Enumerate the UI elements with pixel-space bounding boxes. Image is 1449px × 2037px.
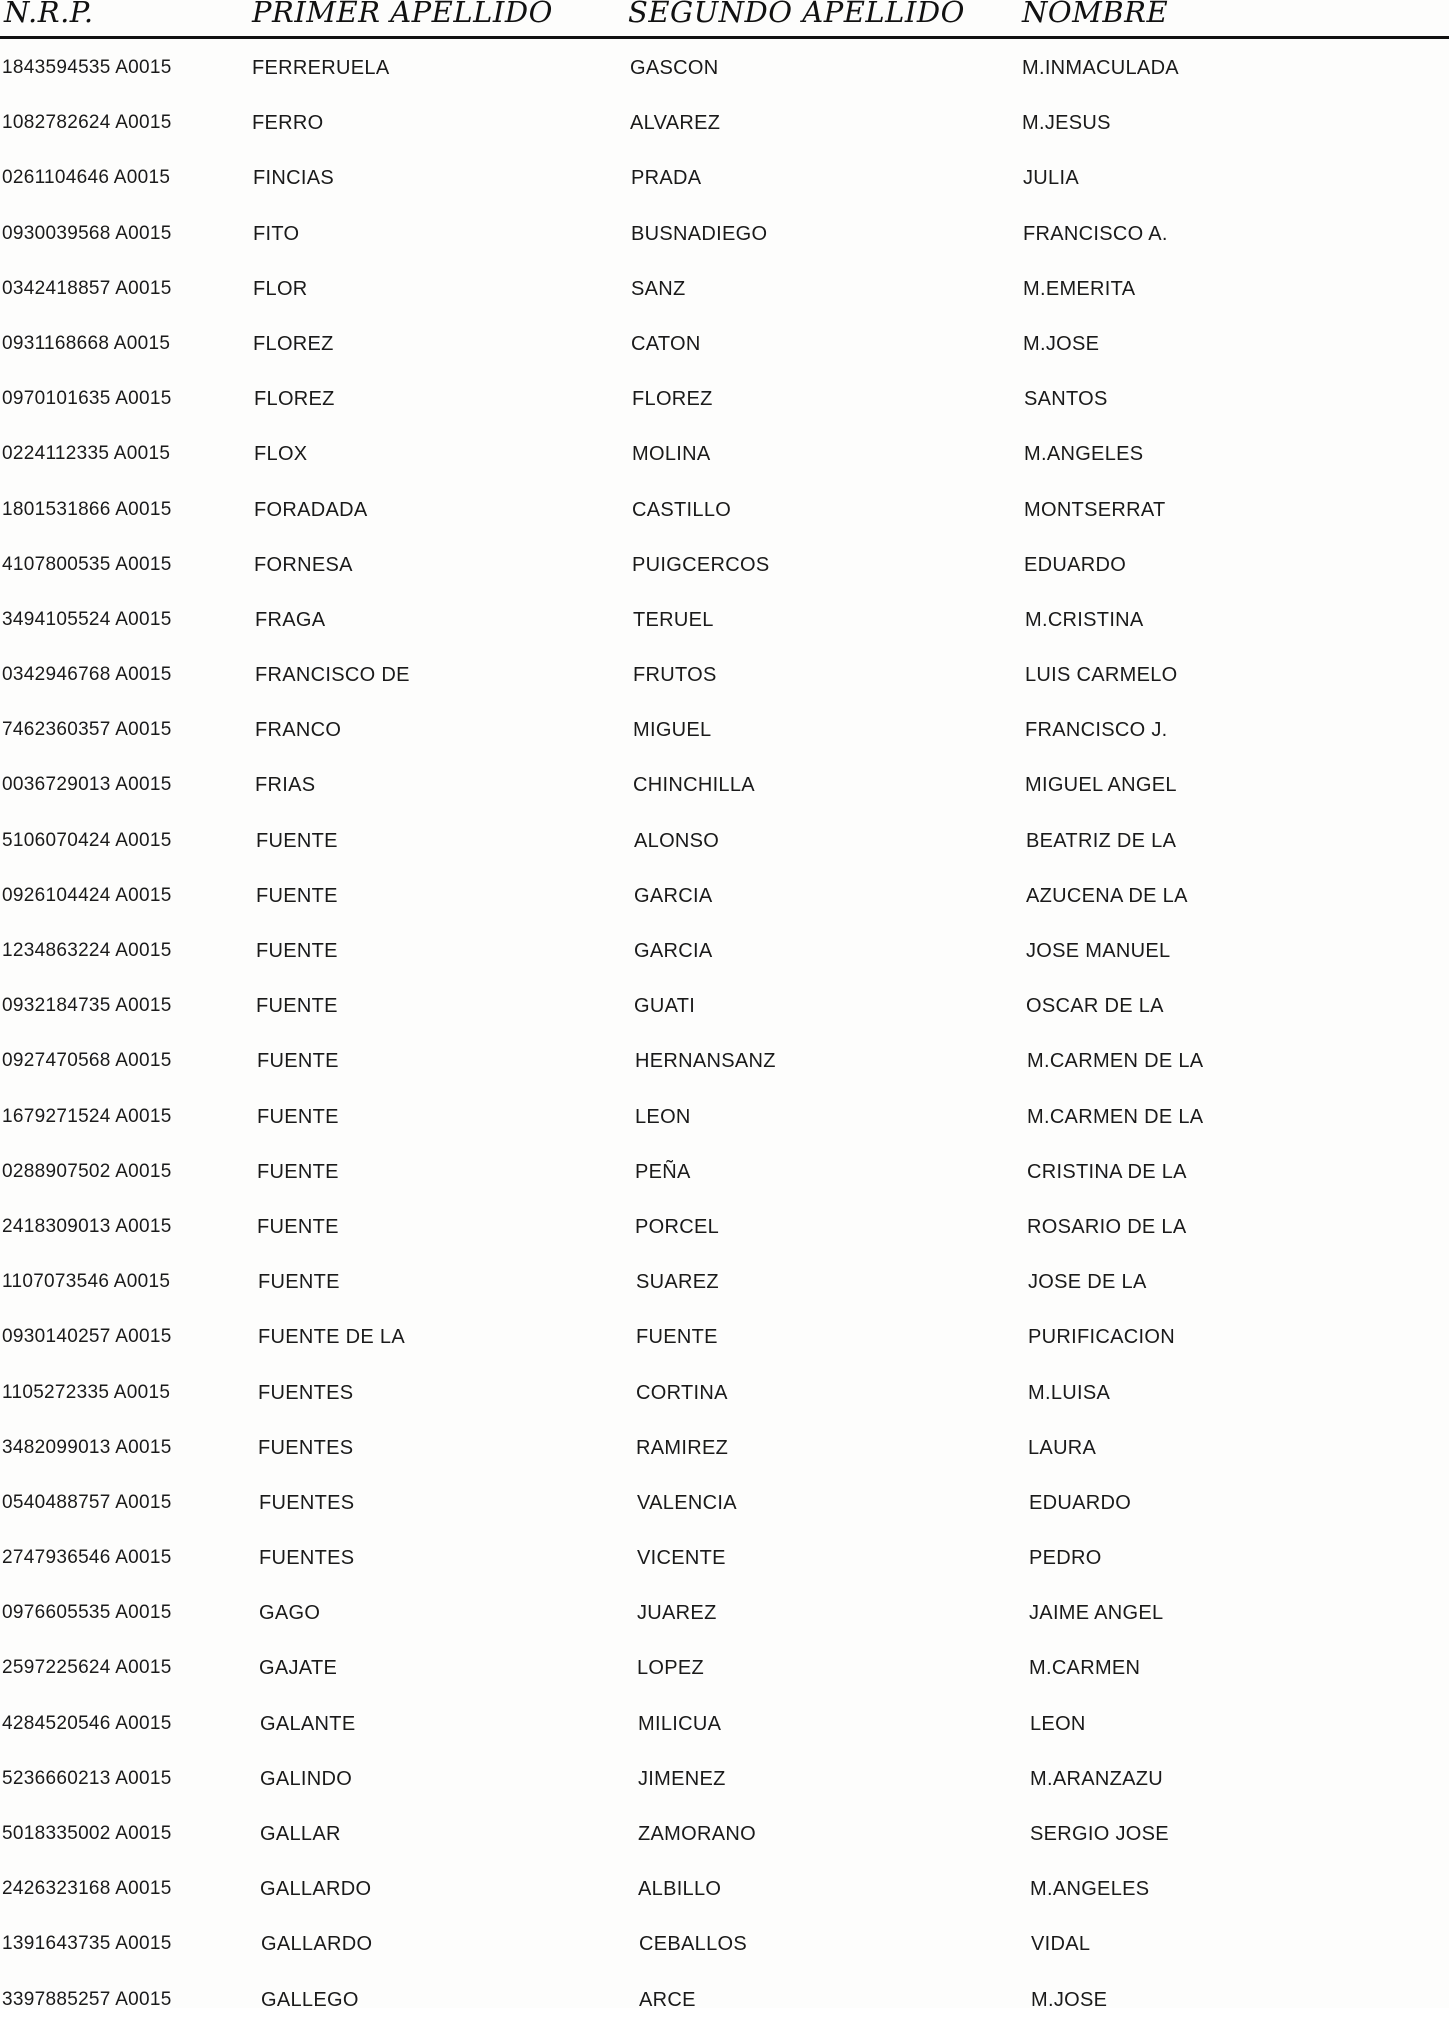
nombre-cell: M.ARANZAZU [1030, 1767, 1163, 1790]
table-row [0, 1982, 1449, 2037]
primer-apellido-cell: FUENTES [258, 1436, 354, 1459]
primer-apellido-cell: GALLAR [260, 1823, 341, 1845]
table-row [0, 492, 1449, 547]
segundo-apellido-cell: CHINCHILLA [633, 774, 755, 797]
nombre-cell: M.JOSE [1031, 1988, 1108, 2011]
nrp-cell: 0342946768 A0015 [2, 664, 172, 686]
nombre-cell: LEON [1030, 1712, 1086, 1735]
primer-apellido-cell: FUENTE [257, 1215, 339, 1238]
segundo-apellido-cell: PUIGCERCOS [632, 553, 770, 576]
nombre-cell: CRISTINA DE LA [1027, 1160, 1187, 1183]
segundo-apellido-cell: JIMENEZ [638, 1767, 726, 1790]
table-row [0, 326, 1449, 381]
segundo-apellido-cell: GARCIA [634, 884, 713, 907]
primer-apellido-cell: GALLEGO [261, 1988, 359, 2011]
nrp-cell: 0927470568 A0015 [2, 1050, 172, 1072]
segundo-apellido-cell: PEÑA [635, 1160, 691, 1183]
segundo-apellido-cell: MOLINA [632, 443, 711, 466]
nombre-cell: LAURA [1028, 1436, 1097, 1459]
segundo-apellido-cell: LEON [635, 1105, 691, 1128]
segundo-apellido-cell: GUATI [634, 995, 696, 1018]
nrp-cell: 0224112335 A0015 [2, 443, 171, 465]
primer-apellido-cell: FUENTE DE LA [258, 1326, 405, 1349]
segundo-apellido-cell: CEBALLOS [639, 1933, 748, 1956]
primer-apellido-cell: FRANCISCO DE [255, 664, 410, 687]
nombre-cell: FRANCISCO A. [1023, 222, 1168, 245]
nrp-cell: 1843594535 A0015 [2, 57, 172, 78]
segundo-apellido-cell: ALVAREZ [630, 112, 721, 135]
nrp-cell: 0930140257 A0015 [2, 1326, 172, 1348]
segundo-apellido-cell: RAMIREZ [636, 1436, 729, 1459]
table-row [0, 602, 1449, 657]
nrp-cell: 4107800535 A0015 [2, 553, 172, 575]
segundo-apellido-cell: JUAREZ [637, 1602, 717, 1625]
nombre-cell: JAIME ANGEL [1029, 1602, 1164, 1625]
table-row [0, 160, 1449, 215]
table-row [0, 823, 1449, 878]
nombre-cell: M.ANGELES [1030, 1878, 1150, 1901]
primer-apellido-cell: FLOR [253, 277, 308, 300]
nombre-cell: PURIFICACION [1028, 1326, 1175, 1349]
segundo-apellido-cell: ALONSO [634, 829, 720, 852]
segundo-apellido-cell: CASTILLO [632, 498, 732, 521]
primer-apellido-cell: FUENTE [256, 940, 338, 962]
segundo-apellido-cell: ZAMORANO [638, 1823, 756, 1845]
nrp-cell: 1107073546 A0015 [2, 1271, 171, 1293]
nombre-cell: M.CRISTINA [1025, 608, 1144, 631]
nombre-cell: SERGIO JOSE [1030, 1823, 1169, 1845]
table-row [0, 1540, 1449, 1595]
nombre-cell: M.EMERITA [1023, 277, 1136, 300]
table-row [0, 1043, 1449, 1098]
segundo-apellido-cell: VICENTE [637, 1547, 726, 1570]
nombre-cell: JOSE MANUEL [1026, 940, 1171, 962]
primer-apellido-cell: FRANCO [255, 719, 342, 742]
nombre-cell: FRANCISCO J. [1025, 719, 1168, 742]
primer-apellido-cell: FLOREZ [253, 332, 334, 355]
nombre-cell: M.JOSE [1023, 332, 1100, 355]
segundo-apellido-cell: TERUEL [633, 608, 714, 631]
nombre-cell: M.JESUS [1022, 112, 1111, 135]
nombre-cell: ROSARIO DE LA [1027, 1215, 1187, 1238]
nrp-cell: 0261104646 A0015 [2, 167, 171, 189]
primer-apellido-cell: FORADADA [254, 498, 368, 521]
nrp-cell: 1082782624 A0015 [2, 112, 172, 134]
nombre-cell: EDUARDO [1024, 553, 1127, 576]
segundo-apellido-cell: ARCE [639, 1988, 696, 2011]
nrp-cell: 5018335002 A0015 [2, 1823, 172, 1844]
segundo-apellido-cell: GARCIA [634, 940, 713, 962]
segundo-apellido-cell: FRUTOS [633, 664, 717, 687]
primer-apellido-cell: FRIAS [255, 774, 316, 797]
primer-apellido-cell: FRAGA [255, 608, 326, 631]
primer-apellido-cell: GALANTE [260, 1712, 356, 1735]
table-row [0, 1871, 1449, 1926]
segundo-apellido-cell: FLOREZ [632, 388, 713, 411]
table-row [0, 1485, 1449, 1540]
nrp-cell: 2597225624 A0015 [2, 1657, 172, 1679]
nrp-cell: 5106070424 A0015 [2, 829, 172, 851]
table-row [0, 1209, 1449, 1264]
segundo-apellido-cell: FUENTE [636, 1326, 718, 1349]
nrp-cell: 0926104424 A0015 [2, 884, 172, 906]
primer-apellido-cell: FITO [253, 222, 300, 245]
primer-apellido-cell: FUENTE [257, 1160, 339, 1183]
nrp-cell: 5236660213 A0015 [2, 1767, 172, 1789]
table-row [0, 216, 1449, 271]
nombre-cell: MONTSERRAT [1024, 498, 1166, 521]
nrp-cell: 0931168668 A0015 [2, 332, 171, 354]
nombre-cell: M.CARMEN DE LA [1027, 1050, 1204, 1073]
segundo-apellido-cell: CATON [631, 332, 701, 355]
nrp-cell: 0288907502 A0015 [2, 1160, 172, 1182]
nrp-cell: 0036729013 A0015 [2, 774, 172, 796]
nombre-cell: PEDRO [1029, 1547, 1102, 1570]
table-row [0, 105, 1449, 160]
primer-apellido-cell: FORNESA [254, 553, 353, 576]
nrp-cell: 1679271524 A0015 [2, 1105, 172, 1127]
primer-apellido-cell: FERRO [252, 112, 324, 135]
primer-apellido-cell: FUENTES [259, 1547, 355, 1570]
segundo-apellido-cell: SANZ [631, 277, 686, 300]
header-divider [0, 36, 1449, 39]
nrp-cell: 1391643735 A0015 [2, 1933, 172, 1955]
nombre-cell: M.INMACULADA [1022, 57, 1179, 79]
nrp-cell: 0970101635 A0015 [2, 388, 172, 410]
nombre-cell: AZUCENA DE LA [1026, 884, 1188, 907]
table-row [0, 436, 1449, 491]
primer-apellido-cell: FINCIAS [253, 167, 334, 190]
nrp-cell: 0930039568 A0015 [2, 222, 172, 244]
primer-apellido-cell: FUENTE [256, 884, 338, 907]
table-row [0, 1375, 1449, 1430]
table-row [0, 50, 1449, 105]
segundo-apellido-cell: PORCEL [635, 1215, 720, 1238]
nrp-cell: 2747936546 A0015 [2, 1547, 172, 1569]
nrp-cell: 3494105524 A0015 [2, 608, 172, 630]
nrp-cell: 0976605535 A0015 [2, 1602, 172, 1624]
nrp-cell: 3482099013 A0015 [2, 1436, 172, 1458]
table-row [0, 657, 1449, 712]
table-row [0, 933, 1449, 988]
table-row [0, 1099, 1449, 1154]
table-row [0, 878, 1449, 933]
nombre-cell: OSCAR DE LA [1026, 995, 1164, 1018]
nombre-cell: M.CARMEN DE LA [1027, 1105, 1204, 1128]
nombre-cell: M.CARMEN [1029, 1657, 1141, 1680]
nombre-cell: JULIA [1023, 167, 1079, 190]
header-nombre: NOMBRE [1022, 0, 1169, 29]
primer-apellido-cell: GALINDO [260, 1767, 353, 1790]
nombre-cell: SANTOS [1024, 388, 1108, 411]
segundo-apellido-cell: MIGUEL [633, 719, 712, 742]
table-header [0, 0, 1449, 30]
primer-apellido-cell: FUENTE [256, 829, 338, 852]
nombre-cell: EDUARDO [1029, 1491, 1132, 1514]
segundo-apellido-cell: PRADA [631, 167, 702, 190]
segundo-apellido-cell: MILICUA [638, 1712, 722, 1735]
primer-apellido-cell: GAJATE [259, 1657, 338, 1680]
table-body [0, 50, 1449, 2037]
segundo-apellido-cell: VALENCIA [637, 1491, 737, 1514]
segundo-apellido-cell: BUSNADIEGO [631, 222, 768, 245]
table-row [0, 1926, 1449, 1981]
nombre-cell: M.ANGELES [1024, 443, 1144, 466]
nrp-cell: 7462360357 A0015 [2, 719, 172, 741]
nrp-cell: 2426323168 A0015 [2, 1878, 172, 1900]
nombre-cell: LUIS CARMELO [1025, 664, 1178, 687]
table-row [0, 547, 1449, 602]
nrp-cell: 2418309013 A0015 [2, 1215, 172, 1237]
nombre-cell: MIGUEL ANGEL [1025, 774, 1177, 797]
segundo-apellido-cell: SUAREZ [636, 1271, 719, 1294]
segundo-apellido-cell: CORTINA [636, 1381, 728, 1404]
table-row [0, 712, 1449, 767]
nrp-cell: 0540488757 A0015 [2, 1491, 172, 1513]
table-row [0, 1650, 1449, 1705]
primer-apellido-cell: GALLARDO [261, 1933, 373, 1956]
segundo-apellido-cell: LOPEZ [637, 1657, 705, 1680]
primer-apellido-cell: FUENTE [257, 1105, 339, 1128]
nrp-cell: 0932184735 A0015 [2, 995, 172, 1017]
nrp-cell: 4284520546 A0015 [2, 1712, 172, 1734]
table-row [0, 1430, 1449, 1485]
nrp-cell: 1234863224 A0015 [2, 940, 172, 961]
table-row [0, 381, 1449, 436]
primer-apellido-cell: FUENTE [258, 1271, 340, 1294]
nombre-cell: BEATRIZ DE LA [1026, 829, 1177, 852]
segundo-apellido-cell: ALBILLO [638, 1878, 722, 1901]
table-row [0, 767, 1449, 822]
nombre-cell: JOSE DE LA [1028, 1271, 1147, 1294]
primer-apellido-cell: GAGO [259, 1602, 321, 1625]
table-row [0, 1319, 1449, 1374]
table-row [0, 1761, 1449, 1816]
primer-apellido-cell: FERRERUELA [252, 57, 390, 79]
nombre-cell: M.LUISA [1028, 1381, 1111, 1404]
primer-apellido-cell: FUENTES [259, 1491, 355, 1514]
primer-apellido-cell: FUENTES [258, 1381, 354, 1404]
table-row [0, 1816, 1449, 1871]
table-row [0, 271, 1449, 326]
table-row [0, 1595, 1449, 1650]
nrp-cell: 0342418857 A0015 [2, 277, 172, 299]
nrp-cell: 3397885257 A0015 [2, 1988, 172, 2010]
table-row [0, 1154, 1449, 1209]
primer-apellido-cell: FLOX [254, 443, 308, 466]
header-primer-apellido: PRIMER APELLIDO [252, 0, 553, 29]
primer-apellido-cell: FUENTE [257, 1050, 339, 1073]
table-row [0, 1706, 1449, 1761]
segundo-apellido-cell: GASCON [630, 57, 719, 79]
primer-apellido-cell: FLOREZ [254, 388, 335, 411]
nrp-cell: 1105272335 A0015 [2, 1381, 171, 1403]
primer-apellido-cell: FUENTE [256, 995, 338, 1018]
header-segundo-apellido: SEGUNDO APELLIDO [628, 0, 965, 29]
nombre-cell: VIDAL [1031, 1933, 1091, 1956]
nrp-cell: 1801531866 A0015 [2, 498, 172, 520]
primer-apellido-cell: GALLARDO [260, 1878, 372, 1901]
segundo-apellido-cell: HERNANSANZ [635, 1050, 776, 1073]
table-row [0, 1264, 1449, 1319]
header-nrp: N.R.P. [4, 0, 94, 29]
table-row [0, 988, 1449, 1043]
